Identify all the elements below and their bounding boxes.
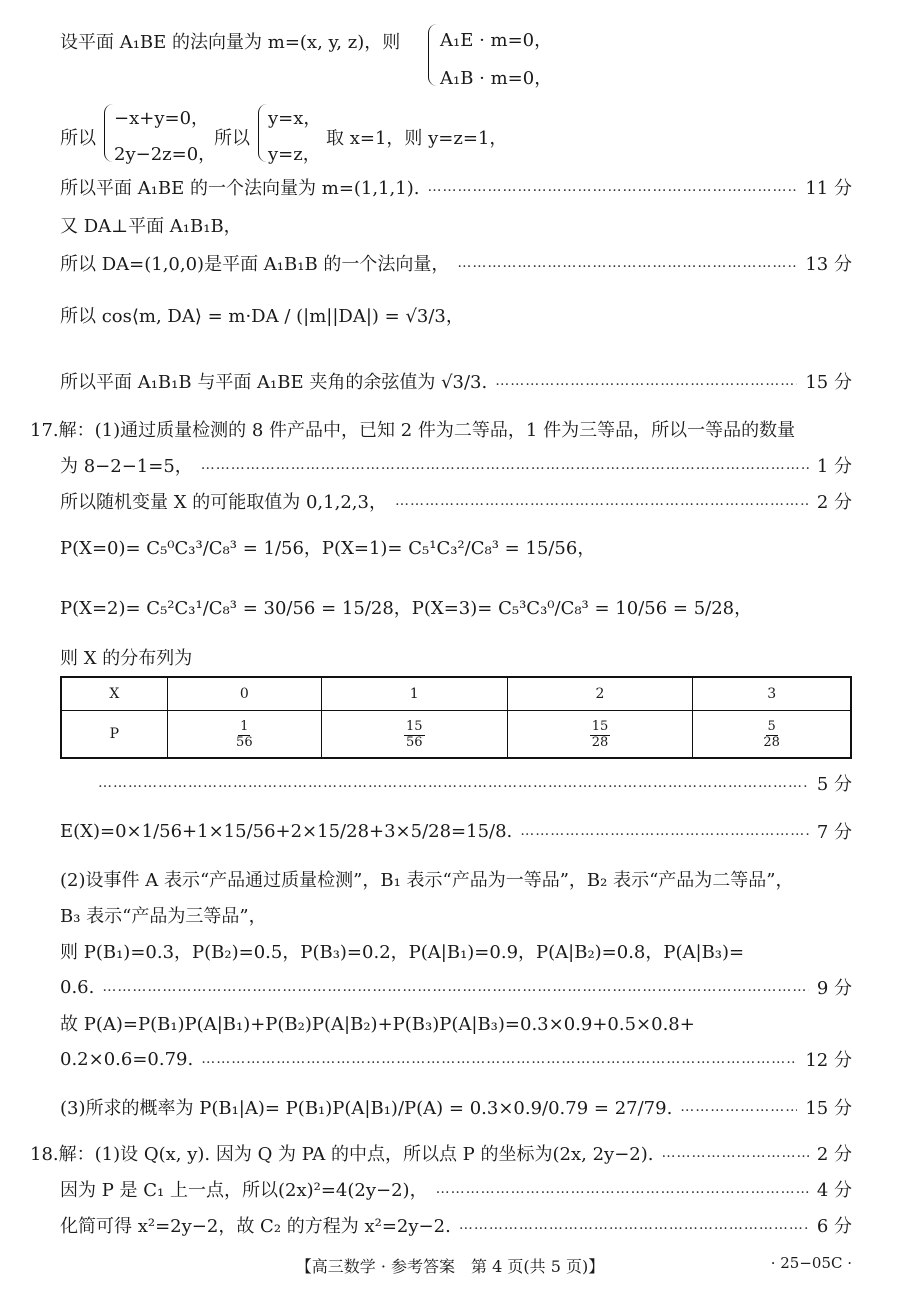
solution-line: 所以 DA=(1,0,0)是平面 A₁B₁B 的一个法向量， ……………………………………………………………………………………………………………………………………………………………………………………………… 13 分: [60, 250, 852, 276]
score: 2 分: [816, 492, 852, 513]
table-cell: X: [61, 677, 167, 711]
table-cell: [507, 711, 693, 759]
score: 15 分: [805, 1098, 852, 1119]
table-cell: [321, 711, 507, 759]
leader-dots: [520, 823, 809, 839]
equation-2: 2y−2z=0，: [114, 144, 217, 165]
solution-line: 为 8−2−1=5， ……………………………………………………………………………………………………………………………………………………………………………………………… 1 分: [60, 452, 852, 478]
solution-line: 则 X 的分布列为: [60, 648, 193, 669]
take-x-1: 取 x=1，则 y=z=1，: [326, 128, 508, 149]
leader-dots: [459, 1217, 809, 1233]
table-row: [61, 711, 851, 759]
solution-line: B₃ 表示“产品为三等品”，: [60, 906, 267, 927]
fraction: $\frac{15}{56}$: [405, 719, 423, 750]
leader-dots: [661, 1145, 808, 1161]
score: 15 分: [805, 372, 852, 393]
distribution-table: [60, 676, 852, 759]
solution-line: 又 DA⊥平面 A₁B₁B，: [60, 216, 242, 237]
solution-line: 0.2×0.6=0.79. ……………………………………………………………………………………………………………………………………………………………………………………………… 12 分: [60, 1046, 852, 1072]
table-cell: [693, 711, 851, 759]
problem-17-start: 17.解：(1)通过质量检测的 8 件产品中，已知 2 件为二等品，1 件为三等品，所以一等品的数量: [30, 420, 796, 441]
solution-line: (2)设事件 A 表示“产品通过质量检测”，B₁ 表示“产品为一等品”，B₂ 表示“产品为二等品”，: [60, 870, 794, 891]
solution-line: 因为 P 是 C₁ 上一点，所以(2x)²=4(2y−2)， ……………………………………………………………………………………………………………………………………………………………………………………………… 4 分: [60, 1176, 852, 1202]
score: 13 分: [805, 254, 852, 275]
score: 11 分: [805, 178, 852, 199]
brace-left: [428, 24, 437, 86]
brace-left: [258, 104, 267, 162]
solution-line: [90, 770, 852, 796]
solution-line: 0.6. ……………………………………………………………………………………………………………………………………………………………………………………………… 9 分: [60, 974, 852, 1000]
fraction: $\frac{5}{28}$: [763, 719, 780, 750]
table-cell: [167, 711, 321, 759]
score: 1 分: [816, 456, 852, 477]
equation-1: −x+y=0，: [114, 108, 210, 129]
solution-line: (3)所求的概率为 P(B₁|A)= P(B₁)P(A|B₁)/P(A) = 0.3×0.9/0.79 = 27/79. ……………………………………………………………………………………………………………………………………………………………………………………………… 15 分: [60, 1094, 852, 1120]
so-label-1: 所以: [60, 128, 96, 149]
equation-4: y=z，: [268, 144, 321, 165]
page-footer: 【高三数学 · 参考答案 第 4 页(共 5 页)】: [295, 1257, 605, 1276]
equation-a1e: A₁E · m=0，: [440, 30, 553, 51]
expectation-line: E(X)=0×1/56+1×15/56+2×15/28+3×5/28=15/8. ……………………………………………………………………………………………………………………………………………………………………………………………… 7 分: [60, 818, 852, 844]
leader-dots: [201, 1051, 797, 1067]
leader-dots: [201, 457, 809, 473]
score: 12 分: [805, 1050, 852, 1071]
score: 6 分: [816, 1216, 852, 1237]
leader-dots: [427, 179, 797, 195]
leader-dots: [98, 775, 809, 791]
table-cell: 0: [167, 677, 321, 711]
table-header-row: [61, 677, 851, 711]
leader-dots: [495, 373, 797, 389]
leader-dots: [395, 493, 809, 509]
document-code: · 25−05C ·: [770, 1254, 852, 1272]
score: 7 分: [816, 822, 852, 843]
leader-dots: [436, 1181, 809, 1197]
so-label-2: 所以: [214, 128, 250, 149]
solution-line: 所以平面 A₁B₁B 与平面 A₁BE 夹角的余弦值为 √3/3. ……………………………………………………………………………………………………………………………………………………………………………………………… 15 分: [60, 368, 852, 394]
leader-dots: [680, 1099, 797, 1115]
probability-line: P(X=0)= C₅⁰C₃³/C₈³ = 1/56，P(X=1)= C₅¹C₃²/C₈³ = 15/56，: [60, 538, 596, 559]
equation-3: y=x，: [268, 108, 322, 129]
brace-left: [104, 104, 113, 162]
fraction: $\frac{1}{56}$: [236, 719, 253, 750]
problem-18-start: 18.解：(1)设 Q(x, y). 因为 Q 为 PA 的中点，所以点 P 的坐标为(2x, 2y−2). ……………………………………………………………………………………………………………………………………………………………………………………………… 2 分: [30, 1140, 852, 1166]
solution-line: 所以 cos⟨m, DA⟩ = m·DA / (|m||DA|) = √3/3，: [60, 306, 464, 327]
solution-line: 则 P(B₁)=0.3，P(B₂)=0.5，P(B₃)=0.2，P(A|B₁)=0.9，P(A|B₂)=0.8，P(A|B₃)=: [60, 942, 745, 963]
table-cell: P: [61, 711, 167, 759]
equation-a1b: A₁B · m=0，: [440, 68, 553, 89]
score: 5 分: [816, 774, 852, 795]
score: 9 分: [816, 978, 852, 999]
probability-line: P(X=2)= C₅²C₃¹/C₈³ = 30/56 = 15/28，P(X=3)= C₅³C₃⁰/C₈³ = 10/56 = 5/28，: [60, 598, 753, 619]
solution-line: 所以随机变量 X 的可能取值为 0,1,2,3， ……………………………………………………………………………………………………………………………………………………………………………………………… 2 分: [60, 488, 852, 514]
solution-line: 所以平面 A₁BE 的一个法向量为 m=(1,1,1). ……………………………………………………………………………………………………………………………………………………………………………………………… 11 分: [60, 174, 852, 200]
score: 4 分: [816, 1180, 852, 1201]
normal-vector-setup: 设平面 A₁BE 的法向量为 m=(x, y, z)，则: [60, 32, 401, 53]
fraction: $\frac{15}{28}$: [591, 719, 609, 750]
leader-dots: [102, 979, 808, 995]
table-cell: 3: [693, 677, 851, 711]
table-cell: 2: [507, 677, 693, 711]
score: 2 分: [816, 1144, 852, 1165]
table-cell: 1: [321, 677, 507, 711]
solution-line: 故 P(A)=P(B₁)P(A|B₁)+P(B₂)P(A|B₂)+P(B₃)P(A|B₃)=0.3×0.9+0.5×0.8+: [60, 1014, 695, 1035]
solution-line: 化简可得 x²=2y−2，故 C₂ 的方程为 x²=2y−2. ……………………………………………………………………………………………………………………………………………………………………………………………… 6 分: [60, 1212, 852, 1238]
leader-dots: [457, 255, 797, 271]
